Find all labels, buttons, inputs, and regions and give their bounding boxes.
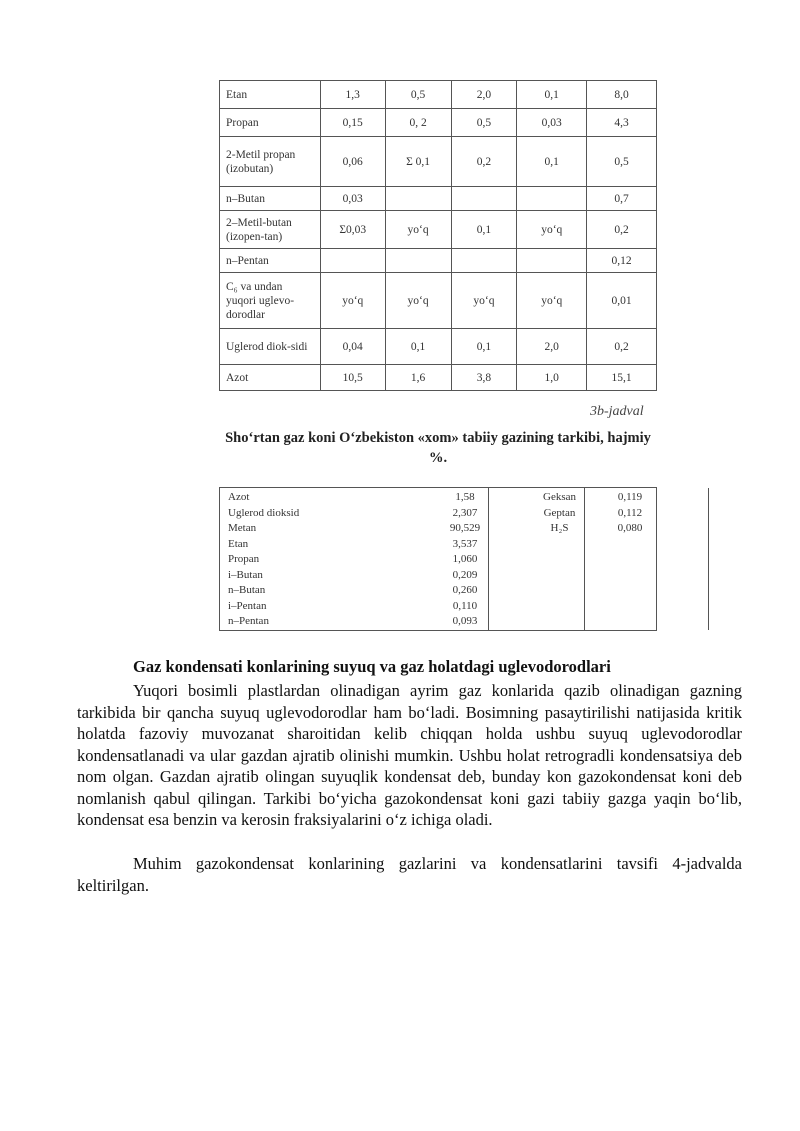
paragraph-text: Yuqori bosimli plastlardan olinadigan ayrim gaz konlarida qazib olinadigan gazning tarkibida bir qancha suyuq uglevodorodlar ham bo‘ladi. Bosimning pasaytirilishi natijasida kritik holatda fazoviy muvozanat sharoitidan kelib chiqqan holda ushbu suyuq uglevodorodlar kondensatlanadi va ular gazdan ajratib olinishi mumkin. Ushbu holat retrogradli kondensatsiya deb nom olgan. Gazdan ajratib olingan suyuqlik kondensat deb, bunday kon gazokondensat koni deb nomlanish qabul qilingan. Tarkibi bo‘yicha gazokondensat koni gazi tabiiy gazga yaqin bo‘lib, kondensat esa benzin va kerosin fraksiyalarini o‘z ichiga oladi.: [77, 681, 742, 829]
table-row: [220, 273, 657, 329]
table-row: [220, 329, 657, 365]
value-cell: 1,6: [385, 365, 451, 391]
value-cell: Σ0,03: [320, 211, 385, 249]
component-name: Metan: [228, 522, 257, 534]
component-value: 0,209: [452, 568, 478, 581]
value-cell: [385, 187, 451, 211]
value-cell: 1,0: [517, 365, 587, 391]
component-value: 2,307: [452, 506, 478, 519]
value-cell: 0,03: [320, 187, 385, 211]
component-value: 1,58: [455, 491, 475, 503]
value-cell: yo‘q: [385, 273, 451, 329]
table-row: [220, 211, 657, 249]
component-name: H₂S: [550, 522, 569, 534]
component-name: Uglerod dioksid: [228, 506, 300, 519]
value-cell: 0,5: [451, 109, 517, 137]
value-cell: 0,5: [385, 81, 451, 109]
table-title: Sho‘rtan gaz koni O‘zbekiston «xom» tabiiy gazining tarkibi, hajmiy %.: [225, 430, 651, 466]
component-name: i–Butan: [228, 568, 263, 581]
value-cell: 0,2: [451, 137, 517, 187]
body-paragraph: [77, 680, 742, 831]
component-name: Etan: [228, 537, 249, 550]
value-cell: yo‘q: [385, 211, 451, 249]
value-cell: 2,0: [451, 81, 517, 109]
table-row: [220, 137, 657, 187]
value-cell: 8,0: [587, 81, 657, 109]
value-cell: 0,01: [587, 273, 657, 329]
value-cell: 0,5: [587, 137, 657, 187]
component-value: 0,080: [617, 522, 643, 534]
component-value: 3,537: [452, 537, 478, 550]
table-row: [220, 249, 657, 273]
value-cell: 2,0: [517, 329, 587, 365]
component-name-cell: Uglerod diok-sidi: [220, 329, 321, 365]
component-names-column-2: [516, 490, 603, 537]
component-name-cell: Propan: [220, 109, 321, 137]
component-value: 0,110: [452, 599, 478, 612]
shortan-gas-table: [219, 487, 657, 631]
component-values-column-2: [604, 490, 656, 537]
component-name: i–Pentan: [228, 599, 267, 612]
value-cell: 4,3: [587, 109, 657, 137]
value-cell: yo‘q: [517, 211, 587, 249]
value-cell: [385, 249, 451, 273]
value-cell: [451, 187, 517, 211]
body-paragraph: [77, 853, 742, 896]
component-name: n–Butan: [228, 584, 266, 596]
value-cell: 0,2: [587, 329, 657, 365]
component-name-cell: Azot: [220, 365, 321, 391]
component-name-cell: n–Butan: [220, 187, 321, 211]
value-cell: 0,1: [517, 137, 587, 187]
value-cell: yo‘q: [517, 273, 587, 329]
value-cell: 0,15: [320, 109, 385, 137]
component-name-cell: n–Pentan: [220, 249, 321, 273]
component-value: 0,119: [617, 491, 643, 503]
component-name: Azot: [228, 491, 250, 503]
value-cell: 15,1: [587, 365, 657, 391]
table-row: [220, 109, 657, 137]
component-names-column: [228, 490, 408, 630]
table-row: [220, 365, 657, 391]
value-cell: 0,1: [451, 329, 517, 365]
component-value: 0,093: [452, 615, 478, 627]
component-values-column: [415, 490, 515, 630]
value-cell: 0,1: [451, 211, 517, 249]
component-name-cell: 2-Metil propan (izobutan): [220, 137, 321, 187]
value-cell: 0,1: [385, 329, 451, 365]
value-cell: 0,04: [320, 329, 385, 365]
component-value: 0,260: [452, 584, 478, 596]
value-cell: 0,1: [517, 81, 587, 109]
value-cell: 0,12: [587, 249, 657, 273]
value-cell: 0,06: [320, 137, 385, 187]
value-cell: [451, 249, 517, 273]
component-name-cell: 2–Metil-butan (izopen-tan): [220, 211, 321, 249]
value-cell: yo‘q: [451, 273, 517, 329]
value-cell: 0,2: [587, 211, 657, 249]
component-name: n–Pentan: [228, 615, 269, 627]
component-name-cell: Etan: [220, 81, 321, 109]
section-heading: Gaz kondensati konlarining suyuq va gaz holatdagi uglevodorodlari: [133, 657, 611, 676]
paragraph-text: Muhim gazokondensat konlarining gazlarini va kondensatlarini tavsifi 4-jadvalda keltirilgan.: [77, 854, 742, 895]
composition-table: [219, 80, 657, 391]
value-cell: [517, 187, 587, 211]
table-row: [220, 187, 657, 211]
table-caption: 3b-jadval: [590, 404, 644, 419]
value-cell: 0,03: [517, 109, 587, 137]
table-row: [220, 81, 657, 109]
value-cell: Σ 0,1: [385, 137, 451, 187]
value-cell: [320, 249, 385, 273]
value-cell: 1,3: [320, 81, 385, 109]
value-cell: [517, 249, 587, 273]
component-value: 90,529: [449, 522, 481, 534]
value-cell: 0, 2: [385, 109, 451, 137]
component-name-cell: C₆ va undan yuqori uglevo-dorodlar: [220, 273, 321, 329]
value-cell: 0,7: [587, 187, 657, 211]
value-cell: 10,5: [320, 365, 385, 391]
component-value: 1,060: [452, 553, 478, 565]
value-cell: 3,8: [451, 365, 517, 391]
component-name: Propan: [228, 553, 260, 565]
component-name: Geksan: [543, 491, 576, 503]
component-value: 0,112: [617, 506, 643, 519]
component-name: Geptan: [543, 506, 576, 519]
value-cell: yo‘q: [320, 273, 385, 329]
